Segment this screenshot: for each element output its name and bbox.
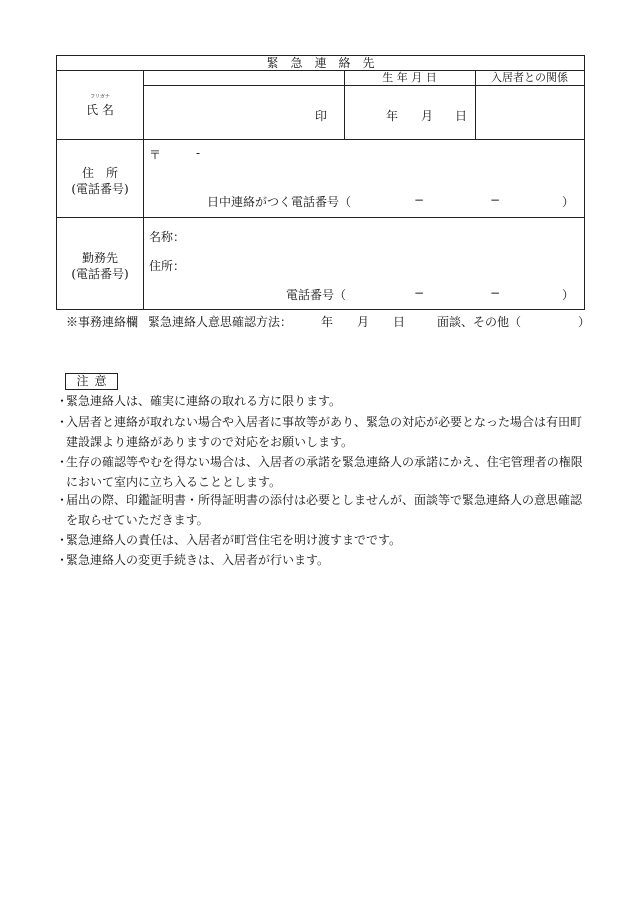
dob-year-label: 年 — [386, 109, 399, 123]
caution-line: 生存の確認等やむを得ない場合は、入居者の承諾を緊急連絡人の承諾にかえ、住宅管理者の権限 — [66, 455, 583, 469]
dob-header: 生 年 月 日 — [382, 71, 437, 84]
office-note-options: 面談、その他（ — [437, 315, 522, 329]
dob-day-label: 日 — [455, 109, 468, 123]
office-note-day: 日 — [393, 315, 406, 329]
caution-item-1 — [56, 391, 601, 411]
office-note-method: 緊急連絡人意思確認方法： — [148, 315, 293, 329]
postal-mark: 〒 — [149, 148, 162, 162]
caution-line: 建設課より連絡がありますので対応をお願いします。 — [66, 435, 354, 449]
daytime-phone-dash-2: − — [490, 193, 501, 207]
caution-item-5 — [56, 530, 601, 550]
workplace-phone-dash-1: − — [414, 286, 425, 300]
name-input[interactable] — [145, 87, 341, 137]
caution-item-3 — [56, 452, 601, 492]
workplace-phone-number-label: 電話番号（ — [286, 288, 347, 302]
row-divider-header — [143, 85, 584, 86]
address-phone-label: (電話番号) — [71, 182, 129, 196]
caution-line: において室内に立ち入ることとします。 — [66, 475, 282, 489]
office-note-close: ） — [578, 315, 591, 329]
relation-input[interactable] — [477, 87, 583, 137]
caution-line: 緊急連絡人の変更手続きは、入居者が行います。 — [66, 553, 330, 567]
bullet: ・ — [56, 394, 69, 408]
col-divider-label — [143, 70, 144, 309]
caution-line: 緊急連絡人の責任は、入居者が町営住宅を明け渡すまでです。 — [66, 533, 402, 547]
workplace-phone-label: (電話番号) — [71, 267, 129, 281]
caution-item-2 — [56, 412, 601, 452]
caution-line: 入居者と連絡が取れない場合や入居者に事故等があり、緊急の対応が必要となった場合は有田町 — [66, 415, 583, 429]
office-note-label: ※事務連絡欄 — [66, 315, 139, 329]
office-note-year: 年 — [321, 315, 334, 329]
row-divider-name — [57, 139, 584, 140]
address-label: 住 所 — [81, 166, 118, 180]
row-divider-address — [57, 217, 584, 218]
caution-title: 注意 — [65, 373, 118, 390]
caution-line: 届出の際、印鑑証明書・所得証明書の添付は必要としませんが、面談等で緊急連絡人の意思確認 — [66, 493, 583, 507]
workplace-name-label: 名称： — [149, 230, 186, 244]
caution-line: 緊急連絡人は、確実に連絡の取れる方に限ります。 — [66, 394, 342, 408]
bullet: ・ — [56, 455, 69, 469]
postal-dash: - — [196, 146, 201, 160]
dob-month-label: 月 — [421, 109, 434, 123]
form-title: 緊 急 連 絡 先 — [266, 56, 375, 70]
seal-mark: 印 — [315, 109, 328, 123]
bullet: ・ — [56, 533, 69, 547]
office-note-month: 月 — [357, 315, 370, 329]
daytime-phone-dash-1: − — [414, 193, 425, 207]
name-label: 氏 名 — [86, 103, 114, 117]
workplace-label: 勤務先 — [81, 251, 118, 265]
caution-item-6 — [56, 550, 601, 570]
caution-item-4 — [56, 490, 601, 530]
emergency-contact-form — [56, 55, 585, 310]
bullet: ・ — [56, 553, 69, 567]
caution-line: を取らせていただきます。 — [66, 513, 209, 527]
workplace-phone-close: ） — [562, 288, 575, 302]
daytime-phone-close: ） — [562, 195, 575, 209]
workplace-address-label: 住所： — [149, 259, 186, 273]
furigana-label: フリガナ — [90, 94, 110, 100]
bullet: ・ — [56, 415, 69, 429]
relation-header: 入居者との関係 — [491, 71, 568, 84]
daytime-phone-label: 日中連絡がつく電話番号（ — [207, 195, 352, 209]
workplace-phone-dash-2: − — [490, 286, 501, 300]
bullet: ・ — [56, 493, 69, 507]
